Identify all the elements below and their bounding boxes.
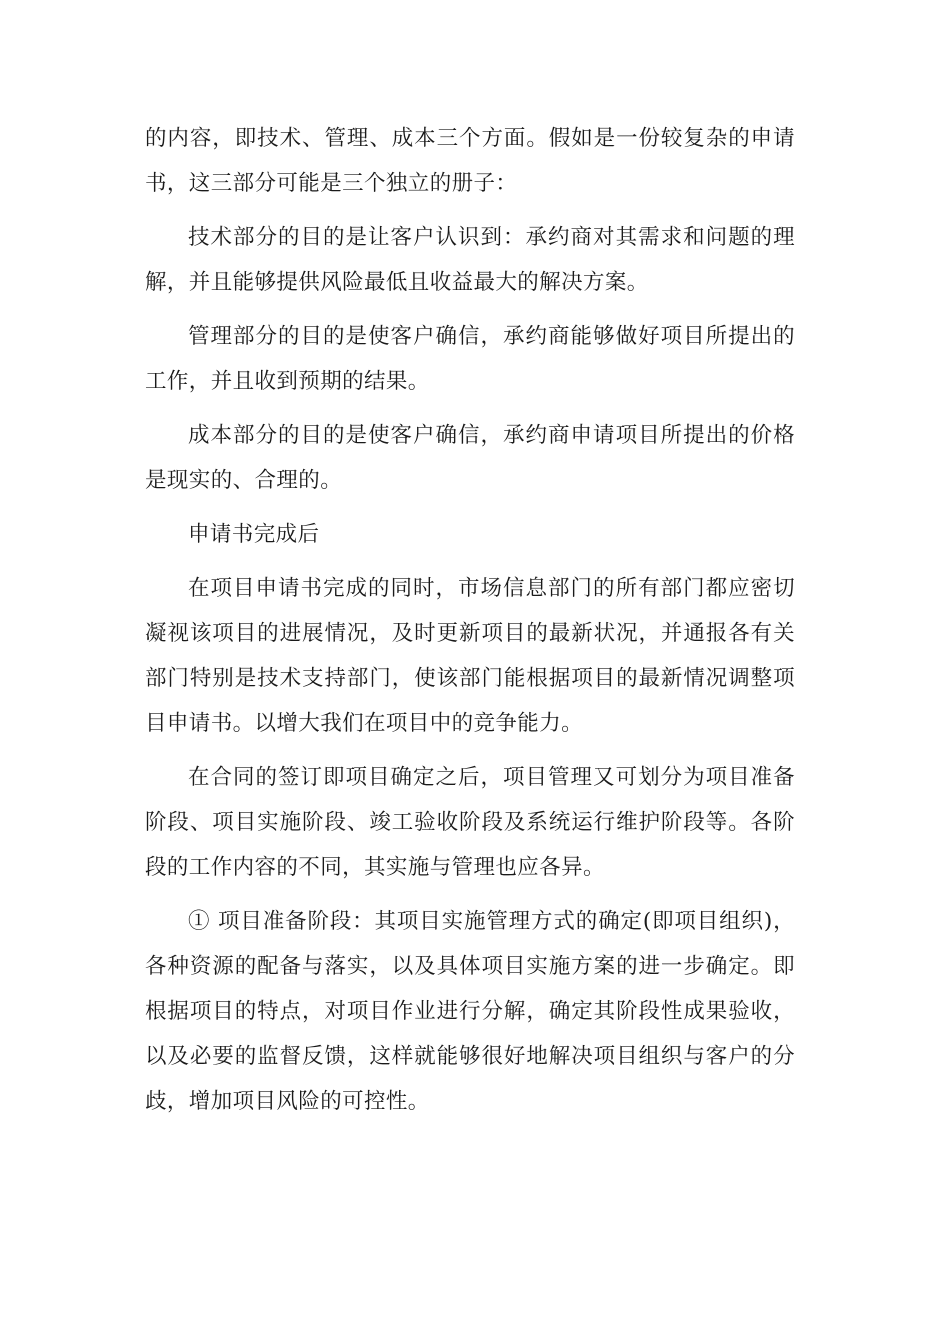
paragraph-preparation-phase: ① 项目准备阶段：其项目实施管理方式的确定(即项目组织)，各种资源的配备与落实，以及具体项目实施方案的进一步确定。即根据项目的特点，对项目作业进行分解，确定其阶段性成果验收，以及必要的监督反馈，这样就能够很好地解决项目组织与客户的分歧，增加项目风险的可控性。 bbox=[145, 909, 795, 1114]
document-body bbox=[145, 116, 795, 1133]
paragraph-cost: 成本部分的目的是使客户确信，承约商申请项目所提出的价格是现实的、合理的。 bbox=[145, 423, 795, 493]
paragraph-after-completion: 在项目申请书完成的同时，市场信息部门的所有部门都应密切凝视该项目的进展情况，及时更新项目的最新状况，并通报各有关部门特别是技术支持部门，使该部门能根据项目的最新情况调整项目申请书。以增大我们在项目中的竞争能力。 bbox=[145, 576, 795, 736]
paragraph-1: 的内容，即技术、管理、成本三个方面。假如是一份较复杂的申请书，这三部分可能是三个独立的册子： bbox=[145, 126, 795, 196]
paragraph-technical: 技术部分的目的是让客户认识到：承约商对其需求和问题的理解，并且能够提供风险最低且收益最大的解决方案。 bbox=[145, 225, 795, 295]
section-heading: 申请书完成后 bbox=[188, 522, 320, 547]
paragraph-management: 管理部分的目的是使客户确信，承约商能够做好项目所提出的工作，并且收到预期的结果。 bbox=[145, 324, 795, 394]
paragraph-project-phases: 在合同的签订即项目确定之后，项目管理又可划分为项目准备阶段、项目实施阶段、竣工验收阶段及系统运行维护阶段等。各阶段的工作内容的不同，其实施与管理也应各异。 bbox=[145, 765, 795, 880]
